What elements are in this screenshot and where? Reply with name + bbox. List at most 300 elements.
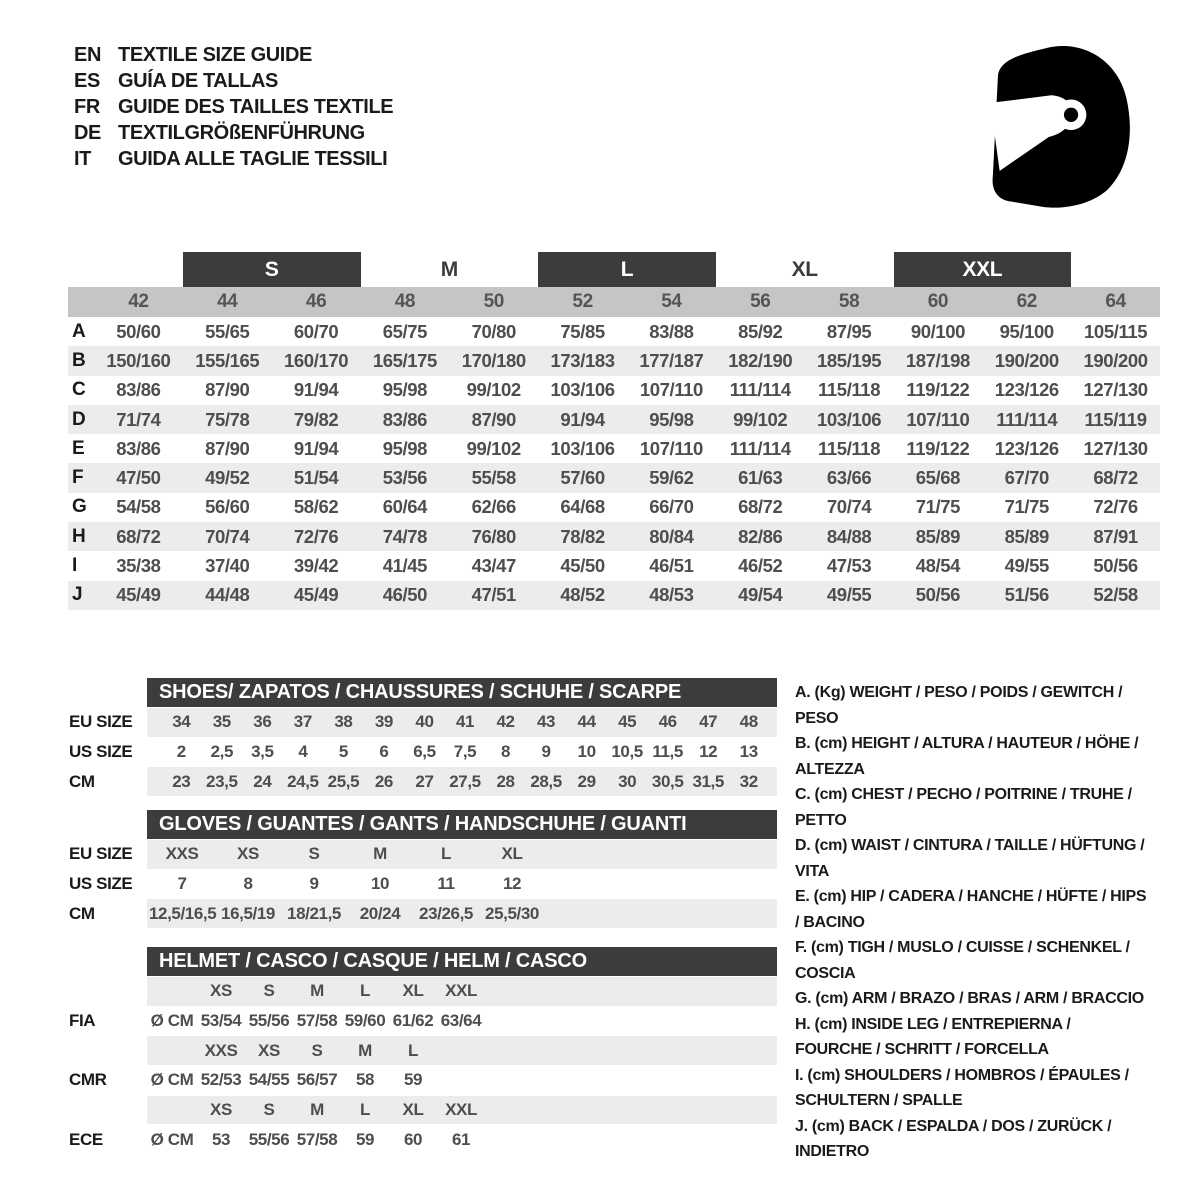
- table-cell: 24,5: [287, 771, 319, 791]
- table-cell: 52/58: [1093, 584, 1138, 606]
- table-cell: 60: [403, 1129, 423, 1149]
- row-label: C: [72, 379, 86, 401]
- table-cell: 87/90: [471, 408, 516, 430]
- language-code: DE: [74, 122, 101, 144]
- table-row-g: [68, 493, 1160, 522]
- table-cell: 103/106: [550, 437, 615, 459]
- table-row-f: [68, 463, 1160, 492]
- measurement-rows: [68, 317, 1160, 610]
- legend-item-f: F. (cm) TIGH / MUSLO / CUISSE / SCHENKEL / COSCIA: [795, 939, 1130, 982]
- guide-title-it: GUIDA ALLE TAGLIE TESSILI: [118, 148, 388, 170]
- table-cell: 99/102: [466, 437, 521, 459]
- table-cell: 25,5/30: [485, 903, 539, 923]
- table-cell: 61/62: [392, 1011, 434, 1031]
- row-label: F: [72, 467, 84, 489]
- row-label-ece: ECE: [69, 1129, 103, 1149]
- table-cell: 67/70: [1004, 467, 1049, 489]
- shoes-cm-row: [69, 767, 777, 796]
- textile-size-table: [68, 252, 1160, 610]
- table-row-j: [68, 581, 1160, 610]
- table-cell: 49/52: [205, 467, 250, 489]
- table-cell: 127/130: [1083, 437, 1148, 459]
- table-cell: 42: [128, 291, 149, 312]
- guide-title-de: TEXTILGRÖßENFÜHRUNG: [118, 122, 365, 144]
- table-cell: 7: [177, 874, 187, 894]
- table-row-b: [68, 346, 1160, 375]
- table-cell: 57/58: [296, 1011, 338, 1031]
- table-row-c: [68, 376, 1160, 405]
- table-cell: 47: [699, 712, 718, 732]
- table-cell: 46: [305, 291, 327, 312]
- table-cell: 91/94: [560, 408, 605, 430]
- table-cell: 85/89: [915, 525, 961, 547]
- table-cell: M: [310, 981, 324, 1001]
- table-cell: 87/90: [205, 379, 250, 401]
- guide-title-es: GUÍA DE TALLAS: [118, 70, 278, 92]
- legend-item-c: C. (cm) CHEST / PECHO / POITRINE / TRUHE / PETTO: [795, 786, 1132, 829]
- table-cell: 123/126: [994, 437, 1059, 459]
- table-cell: 95/98: [649, 408, 694, 430]
- table-cell: 95/98: [382, 437, 428, 459]
- table-cell: 83/86: [116, 437, 161, 459]
- table-cell: 46/52: [738, 555, 783, 577]
- table-cell: 48/53: [649, 584, 694, 606]
- table-cell: 85/89: [1004, 525, 1049, 547]
- guide-title-en: TEXTILE SIZE GUIDE: [118, 44, 312, 66]
- language-row-fr: [74, 94, 393, 120]
- table-cell: 8: [243, 874, 253, 894]
- table-row-i: [68, 551, 1160, 580]
- table-cell: 12: [502, 874, 522, 894]
- table-cell: 32: [739, 771, 758, 791]
- table-cell: 29: [577, 771, 596, 791]
- table-cell: 62/66: [471, 496, 516, 518]
- table-cell: 70/74: [826, 496, 872, 518]
- table-cell: 56: [750, 291, 771, 312]
- table-cell: 173/183: [550, 349, 615, 371]
- table-cell: 49/54: [738, 584, 783, 606]
- table-cell: 12: [699, 742, 718, 762]
- cmr-size-header-row: [147, 1036, 777, 1065]
- table-cell: 48/52: [560, 584, 605, 606]
- table-cell: 50/56: [1093, 555, 1138, 577]
- table-cell: 44: [577, 712, 596, 732]
- table-cell: L: [360, 981, 370, 1001]
- size-group-xxl: XXL: [894, 252, 1072, 287]
- table-cell: S: [263, 981, 275, 1001]
- table-cell: L: [408, 1040, 418, 1060]
- table-cell: 44: [217, 291, 238, 312]
- diameter-unit-cell: Ø CM: [150, 1011, 194, 1031]
- table-cell: 182/190: [728, 349, 793, 371]
- table-cell: 71/75: [915, 496, 961, 518]
- language-code: ES: [74, 70, 100, 92]
- table-cell: 36: [253, 712, 272, 732]
- table-cell: 190/200: [994, 349, 1059, 371]
- table-cell: 84/88: [826, 525, 872, 547]
- table-cell: L: [441, 844, 451, 864]
- table-cell: 59/60: [344, 1011, 386, 1031]
- table-cell: 170/180: [461, 349, 526, 371]
- size-group-m: M: [440, 257, 458, 281]
- table-cell: 53: [211, 1129, 231, 1149]
- table-cell: 68/72: [738, 496, 783, 518]
- table-cell: 99/102: [466, 379, 521, 401]
- gloves-eu-size-row: [69, 840, 777, 869]
- table-cell: M: [373, 844, 387, 864]
- table-cell: 57/60: [560, 467, 605, 489]
- table-cell: 83/86: [382, 408, 428, 430]
- table-cell: 37/40: [205, 555, 250, 577]
- table-cell: 30: [618, 771, 637, 791]
- table-cell: 23,5: [206, 771, 238, 791]
- table-cell: 9: [541, 742, 551, 762]
- table-cell: 123/126: [994, 379, 1059, 401]
- table-cell: 72/76: [1093, 496, 1138, 518]
- legend-item-g: G. (cm) ARM / BRAZO / BRAS / ARM / BRACCIO: [795, 990, 1144, 1007]
- table-cell: 39/42: [293, 555, 339, 577]
- table-cell: 90/100: [910, 320, 965, 342]
- table-cell: XXS: [165, 844, 199, 864]
- table-cell: 43/47: [471, 555, 516, 577]
- gloves-size-table: [69, 810, 777, 928]
- table-cell: XL: [501, 844, 523, 864]
- table-cell: 155/165: [195, 349, 260, 371]
- table-row-d: [68, 405, 1160, 434]
- table-cell: L: [360, 1100, 370, 1120]
- table-cell: 31,5: [692, 771, 724, 791]
- table-cell: 42: [496, 712, 515, 732]
- table-cell: XL: [402, 1100, 424, 1120]
- table-cell: 47/50: [116, 467, 161, 489]
- language-row-es: [74, 68, 393, 94]
- row-label-cmr: CMR: [69, 1070, 107, 1090]
- language-row-en: [74, 42, 393, 68]
- legend-item-b: B. (cm) HEIGHT / ALTURA / HAUTEUR / HÖHE / ALTEZZA: [795, 735, 1139, 778]
- row-label: G: [72, 496, 87, 518]
- table-cell: XXL: [445, 981, 477, 1001]
- cmr-values-row: [69, 1066, 777, 1095]
- table-cell: 45/50: [560, 555, 605, 577]
- table-cell: 11,5: [652, 742, 683, 762]
- table-cell: S: [308, 844, 320, 864]
- table-cell: 7,5: [453, 742, 477, 762]
- table-cell: 74/78: [382, 525, 428, 547]
- gloves-table-title: GLOVES / GUANTES / GANTS / HANDSCHUHE / GUANTI: [147, 810, 777, 839]
- table-cell: 52: [572, 291, 593, 312]
- row-label: B: [72, 349, 86, 371]
- table-cell: 46/51: [649, 555, 694, 577]
- row-label-eu-size: EU SIZE: [69, 712, 133, 732]
- table-cell: 95/100: [999, 320, 1054, 342]
- table-cell: S: [311, 1040, 323, 1060]
- gloves-us-size-row: [69, 870, 777, 899]
- table-cell: 53/56: [382, 467, 428, 489]
- size-group-s: S: [183, 252, 361, 287]
- table-cell: 58: [838, 291, 860, 312]
- table-cell: 190/200: [1083, 349, 1148, 371]
- table-cell: 51/54: [293, 467, 339, 489]
- table-cell: 57/58: [296, 1129, 338, 1149]
- row-label-us-size: US SIZE: [69, 742, 133, 762]
- table-cell: 68/72: [116, 525, 161, 547]
- table-cell: 35: [212, 712, 231, 732]
- table-cell: 4: [298, 742, 308, 762]
- table-cell: 9: [309, 874, 319, 894]
- table-cell: 55/58: [471, 467, 516, 489]
- table-cell: 87/95: [826, 320, 872, 342]
- table-cell: 54/58: [116, 496, 161, 518]
- table-cell: 185/195: [817, 349, 882, 371]
- row-label-cm: CM: [69, 903, 95, 923]
- table-cell: 60/70: [293, 320, 339, 342]
- table-cell: 103/106: [817, 408, 882, 430]
- table-cell: 45/49: [293, 584, 339, 606]
- table-cell: 48/54: [915, 555, 961, 577]
- row-label-eu-size: EU SIZE: [69, 844, 133, 864]
- table-cell: 41: [455, 712, 475, 732]
- table-cell: 47/53: [826, 555, 872, 577]
- table-cell: 111/114: [996, 408, 1058, 430]
- shoes-table-title: SHOES/ ZAPATOS / CHAUSSURES / SCHUHE / SCARPE: [147, 678, 777, 707]
- table-cell: 55/56: [248, 1129, 290, 1149]
- row-label-fia: FIA: [69, 1011, 96, 1031]
- table-cell: 160/170: [284, 349, 349, 371]
- table-cell: 68/72: [1093, 467, 1138, 489]
- shoes-us-size-row: [69, 738, 777, 767]
- row-label: H: [72, 525, 86, 547]
- table-cell: 48: [394, 291, 416, 312]
- row-label-us-size: US SIZE: [69, 874, 133, 894]
- table-row-e: [68, 434, 1160, 463]
- table-cell: 55/65: [205, 320, 250, 342]
- table-cell: 59/62: [649, 467, 694, 489]
- table-cell: 50/60: [116, 320, 161, 342]
- table-cell: 65/68: [915, 467, 961, 489]
- table-cell: 2: [176, 742, 186, 762]
- table-cell: 45: [618, 712, 637, 732]
- table-cell: 45/49: [116, 584, 161, 606]
- size-group-l: L: [538, 252, 716, 287]
- language-code: EN: [74, 44, 101, 66]
- table-cell: 62: [1016, 291, 1037, 312]
- table-cell: 52/53: [200, 1070, 242, 1090]
- table-cell: 119/122: [906, 437, 970, 459]
- table-cell: 41/45: [382, 555, 428, 577]
- table-cell: 3,5: [251, 742, 274, 762]
- table-cell: 50/56: [915, 584, 961, 606]
- table-cell: 115/119: [1084, 408, 1147, 430]
- table-cell: 70/74: [205, 525, 250, 547]
- table-cell: 66/70: [649, 496, 694, 518]
- table-cell: 59: [403, 1070, 423, 1090]
- size-group-header-row: [68, 252, 1160, 287]
- table-cell: 115/118: [818, 437, 881, 459]
- table-cell: 54/55: [248, 1070, 290, 1090]
- table-cell: XL: [402, 981, 424, 1001]
- table-cell: 28: [496, 771, 515, 791]
- table-cell: 64: [1105, 291, 1126, 312]
- table-cell: M: [358, 1040, 372, 1060]
- table-cell: 6,5: [413, 742, 436, 762]
- ece-size-header-row: [147, 1096, 777, 1125]
- table-cell: 91/94: [293, 379, 339, 401]
- table-cell: 23/26,5: [419, 903, 473, 923]
- language-row-it: [74, 146, 393, 172]
- table-cell: 72/76: [293, 525, 339, 547]
- table-cell: 83/86: [116, 379, 161, 401]
- table-cell: 165/175: [372, 349, 437, 371]
- table-cell: 85/92: [738, 320, 783, 342]
- table-cell: 37: [293, 712, 312, 732]
- language-code: IT: [74, 148, 91, 170]
- table-cell: 119/122: [906, 379, 970, 401]
- table-cell: 23: [172, 771, 191, 791]
- table-row-h: [68, 522, 1160, 551]
- row-label: I: [72, 555, 77, 577]
- table-cell: 127/130: [1083, 379, 1148, 401]
- table-cell: 5: [338, 742, 348, 762]
- table-cell: 83/88: [649, 320, 694, 342]
- table-cell: 10: [577, 742, 596, 762]
- fia-size-header-row: [147, 977, 777, 1006]
- table-cell: XS: [210, 1100, 232, 1120]
- table-cell: 51/56: [1004, 584, 1049, 606]
- table-cell: 99/102: [733, 408, 788, 430]
- table-cell: 79/82: [293, 408, 339, 430]
- helmet-size-table: [69, 947, 777, 1154]
- table-cell: 25,5: [327, 771, 360, 791]
- table-cell: 64/68: [560, 496, 605, 518]
- legend-item-h: H. (cm) INSIDE LEG / ENTREPIERNA / FOURCHE / SCHRITT / FORCELLA: [795, 1015, 1071, 1058]
- ece-values-row: [69, 1125, 777, 1154]
- table-cell: 111/114: [729, 437, 791, 459]
- table-cell: 43: [537, 712, 556, 732]
- language-row-de: [74, 120, 393, 146]
- table-cell: 58/62: [293, 496, 339, 518]
- table-cell: 103/106: [550, 379, 615, 401]
- table-cell: 61: [451, 1129, 471, 1149]
- table-cell: 56/60: [205, 496, 250, 518]
- table-cell: 87/91: [1093, 525, 1138, 547]
- helmet-table-title: HELMET / CASCO / CASQUE / HELM / CASCO: [147, 947, 777, 976]
- table-cell: XS: [237, 844, 259, 864]
- guide-title-fr: GUIDE DES TAILLES TEXTILE: [118, 96, 394, 118]
- table-cell: 27: [415, 771, 434, 791]
- table-cell: 8: [501, 742, 511, 762]
- table-cell: 87/90: [205, 437, 250, 459]
- table-cell: 46: [658, 712, 677, 732]
- table-cell: 26: [374, 771, 393, 791]
- table-cell: 50: [483, 291, 504, 312]
- table-cell: 60/64: [382, 496, 428, 518]
- table-cell: 54: [661, 291, 682, 312]
- table-cell: 95/98: [382, 379, 428, 401]
- table-cell: 24: [253, 771, 272, 791]
- table-cell: 38: [334, 712, 353, 732]
- table-cell: XXS: [204, 1040, 238, 1060]
- numeric-size-header-row: [68, 287, 1160, 317]
- racing-helmet-icon: [975, 38, 1145, 212]
- row-label-cm: CM: [69, 771, 95, 791]
- table-cell: 107/110: [639, 437, 703, 459]
- table-cell: 71/75: [1004, 496, 1049, 518]
- table-cell: 49/55: [826, 584, 872, 606]
- table-cell: 105/115: [1084, 320, 1148, 342]
- table-cell: 2,5: [210, 742, 234, 762]
- table-cell: 75/85: [560, 320, 605, 342]
- table-cell: 65/75: [382, 320, 428, 342]
- table-cell: 30,5: [651, 771, 684, 791]
- shoes-size-table: [69, 678, 777, 796]
- table-cell: 18/21,5: [287, 903, 341, 923]
- table-cell: 70/80: [471, 320, 516, 342]
- table-cell: 63/64: [440, 1011, 482, 1031]
- table-cell: 11: [437, 874, 455, 894]
- table-cell: 91/94: [293, 437, 339, 459]
- table-cell: 39: [374, 712, 393, 732]
- table-cell: XS: [210, 981, 232, 1001]
- diameter-unit-cell: Ø CM: [150, 1129, 194, 1149]
- fia-values-row: [69, 1007, 777, 1036]
- table-cell: 80/84: [649, 525, 694, 547]
- table-cell: 59: [355, 1129, 375, 1149]
- table-cell: 115/118: [818, 379, 881, 401]
- table-cell: 58: [355, 1070, 375, 1090]
- shoes-eu-size-row: [69, 708, 777, 737]
- table-cell: 16,5/19: [221, 903, 275, 923]
- gloves-cm-row: [69, 899, 777, 928]
- table-cell: 63/66: [826, 467, 872, 489]
- table-cell: XXL: [445, 1100, 477, 1120]
- legend-item-a: A. (Kg) WEIGHT / PESO / POIDS / GEWITCH / PESO: [795, 684, 1123, 727]
- legend-item-d: D. (cm) WAIST / CINTURA / TAILLE / HÜFTUNG / VITA: [795, 837, 1145, 880]
- row-label: E: [72, 437, 85, 459]
- table-cell: 47/51: [471, 584, 516, 606]
- legend-item-e: E. (cm) HIP / CADERA / HANCHE / HÜFTE / HIPS / BACINO: [795, 888, 1147, 931]
- table-cell: 12,5/16,5: [149, 903, 217, 923]
- table-cell: 28,5: [530, 771, 562, 791]
- table-cell: 20/24: [359, 903, 401, 923]
- table-cell: 35/38: [116, 555, 161, 577]
- table-cell: XS: [258, 1040, 280, 1060]
- legend-item-i: I. (cm) SHOULDERS / HOMBROS / ÉPAULES / SCHULTERN / SPALLE: [795, 1066, 1129, 1109]
- table-cell: 150/160: [106, 349, 171, 371]
- size-group-xl: XL: [791, 257, 818, 281]
- table-cell: 49/55: [1004, 555, 1049, 577]
- measurement-legend: [795, 680, 1147, 1165]
- diameter-unit-cell: Ø CM: [150, 1070, 194, 1090]
- table-cell: 187/198: [905, 349, 970, 371]
- row-label: J: [72, 584, 83, 606]
- table-cell: 13: [739, 742, 758, 762]
- legend-item-j: J. (cm) BACK / ESPALDA / DOS / ZURÜCK / INDIETRO: [795, 1117, 1112, 1160]
- table-cell: 107/110: [906, 408, 970, 430]
- table-cell: 71/74: [116, 408, 161, 430]
- table-cell: 34: [172, 712, 191, 732]
- table-cell: 78/82: [560, 525, 605, 547]
- table-cell: S: [263, 1100, 275, 1120]
- language-title-list: [74, 42, 393, 172]
- table-cell: 10,5: [611, 742, 643, 762]
- row-label: D: [72, 408, 86, 430]
- table-cell: 75/78: [205, 408, 250, 430]
- table-row-a: [68, 317, 1160, 346]
- table-cell: M: [310, 1100, 324, 1120]
- table-cell: 111/114: [729, 379, 791, 401]
- row-label: A: [72, 320, 86, 342]
- table-cell: 60: [927, 291, 949, 312]
